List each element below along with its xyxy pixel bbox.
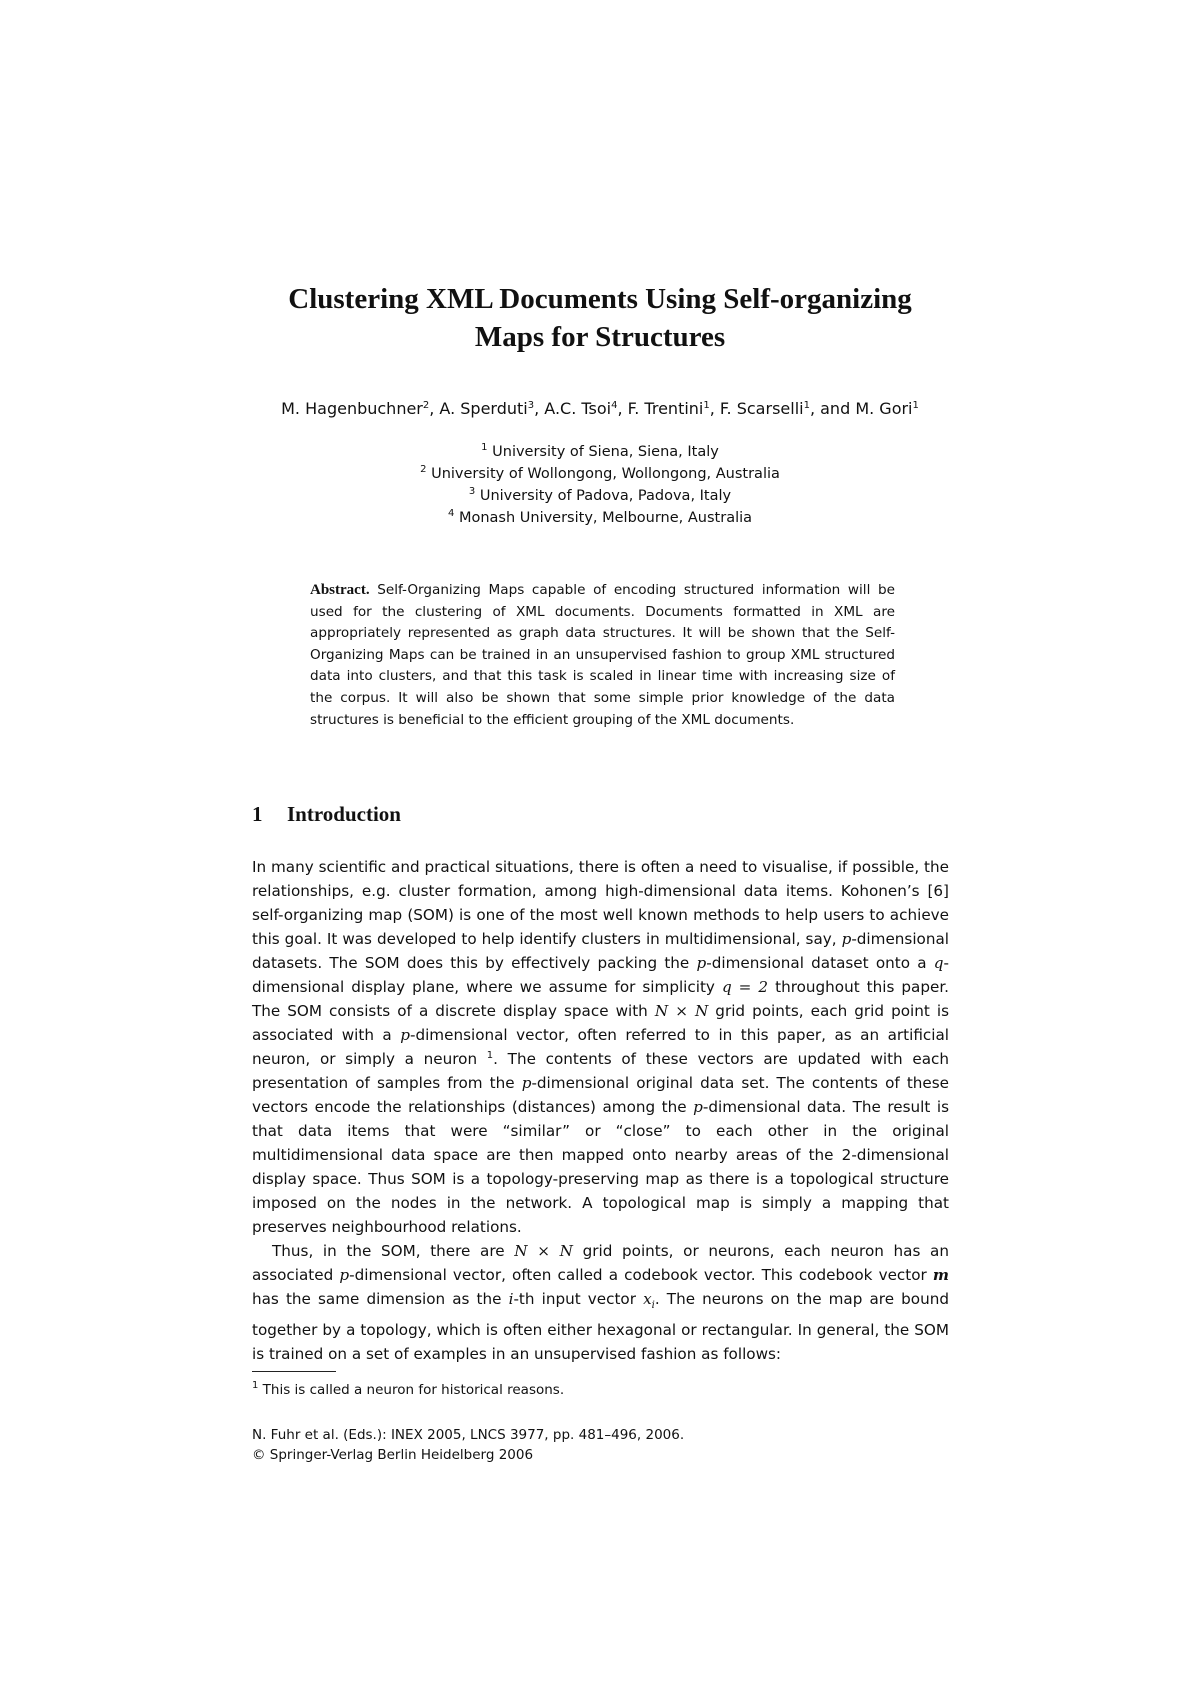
copyright-line: © Springer-Verlag Berlin Heidelberg 2006 (252, 1447, 534, 1463)
author-affiliation-marker: 1 (912, 400, 919, 411)
text-run: has the same dimension as the (252, 1290, 509, 1308)
math-symbol: p (841, 930, 852, 948)
affiliation-text: University of Wollongong, Wollongong, Australia (431, 466, 780, 482)
abstract-label: Abstract. (310, 582, 370, 598)
author-name: A.C. Tsoi (544, 399, 612, 418)
section-title: Introduction (287, 802, 401, 826)
text-run: -dimensional vector, often referred to in this paper, as an artificial neuron, or simply a neuron (252, 1026, 949, 1068)
footnote-text: This is called a neuron for historical reasons. (262, 1382, 565, 1398)
author-separator: , (429, 399, 440, 418)
author-affiliation-marker: 1 (703, 400, 710, 411)
math-symbol: p (521, 1074, 532, 1092)
math-subscript: i (651, 1300, 655, 1312)
text-run: Thus, in the SOM, there are (272, 1242, 515, 1260)
publication-info (252, 1425, 949, 1465)
author-affiliation-marker: 4 (611, 400, 618, 411)
affiliation-number: 2 (420, 464, 427, 475)
math-symbol: p (339, 1266, 350, 1284)
affiliation-list (200, 441, 1000, 529)
author-name: M. Hagenbuchner (281, 399, 423, 418)
affiliation-text: University of Padova, Padova, Italy (479, 488, 732, 504)
affiliation-item (200, 485, 1000, 507)
text-run: -dimensional datasets. The SOM does this by effectively packing the (252, 930, 949, 972)
text-run: -th input vector (513, 1290, 644, 1308)
math-symbol: p (696, 954, 707, 972)
author-name: F. Scarselli (719, 399, 804, 418)
math-symbol: m (932, 1266, 949, 1284)
text-run: . The neurons on the map are bound together by a topology, which is often either hexagonal or rectangular. In general, the SOM is trained on a set of examples in an unsupervised fashion as follows: (252, 1290, 949, 1364)
author-list (200, 398, 1000, 420)
abstract (310, 580, 895, 731)
affiliation-number: 1 (481, 442, 488, 453)
author-separator: , (709, 399, 720, 418)
affiliation-number: 3 (468, 486, 476, 497)
affiliation-item (200, 507, 1000, 529)
math-symbol: p (400, 1026, 410, 1044)
math-symbol: q (933, 954, 944, 972)
title-line-1: Clustering XML Documents Using Self-organizing (288, 283, 912, 315)
author-separator: , (534, 399, 545, 418)
math-symbol: x (643, 1290, 652, 1308)
author-name: F. Trentini (627, 399, 704, 418)
text-run: throughout this paper. The SOM consists of a discrete display space with (252, 978, 950, 1020)
citation-line: N. Fuhr et al. (Eds.): INEX 2005, LNCS 3977, pp. 481–496, 2006. (252, 1427, 685, 1443)
section-heading (252, 800, 401, 828)
footnote-number: 1 (252, 1380, 259, 1391)
paragraph-2 (252, 1239, 949, 1366)
abstract-text: Self-Organizing Maps capable of encoding structured information will be used for the clustering of XML documents. Documents formatted in XML are appropriately represented as graph data structures. It will be shown that the Self-Organizing Maps can be trained in an unsupervised fashion to group XML structured data into clusters, and that this task is scaled in linear time with increasing size of the corpus. It will also be shown that some simple prior knowledge of the data structures is beneficial to the efficient grouping of the XML documents. (310, 582, 895, 728)
text-run: grid points, each grid point is associated with a (252, 1002, 949, 1044)
author-separator: , (617, 399, 628, 418)
math-symbol: N × N (654, 1002, 709, 1020)
paper-title (200, 280, 1000, 356)
footnote-divider (252, 1371, 336, 1372)
author-name: A. Sperduti (439, 399, 528, 418)
text-run: -dimensional data. The result is that data items that were “similar” or “close” to each other in the original multidimensional data space are then mapped onto nearby areas of the 2-dimensional display space. Thus SOM is a topology-preserving map as there is a topological structure imposed on the nodes in the network. A topological map is simply a mapping that preserves neighbourhood relations. (252, 1098, 949, 1236)
text-run: -dimensional original data set. The contents of these vectors encode the relationships (distances) among the (252, 1074, 949, 1116)
text-run: -dimensional display plane, where we assume for simplicity (252, 954, 949, 996)
text-run: -dimensional dataset onto a (706, 954, 934, 972)
text-run: grid points, or neurons, each neuron has an associated (252, 1242, 949, 1284)
author-affiliation-marker: 1 (803, 400, 810, 411)
affiliation-item (200, 463, 1000, 485)
author-separator: , and (809, 399, 856, 418)
body-text (252, 855, 949, 1366)
author-affiliation-marker: 3 (527, 400, 535, 411)
affiliation-item (200, 441, 1000, 463)
affiliation-text: Monash University, Melbourne, Australia (458, 510, 753, 526)
title-line-2: Maps for Structures (474, 321, 726, 353)
affiliation-number: 4 (447, 508, 455, 519)
math-symbol: N × N (514, 1242, 573, 1260)
author-name: M. Gori (855, 399, 913, 418)
footnote-marker: 1 (486, 1050, 494, 1061)
affiliation-text: University of Siena, Siena, Italy (492, 444, 719, 460)
text-run: . The contents of these vectors are updated with each presentation of samples from the (252, 1050, 949, 1092)
paragraph-1 (252, 855, 949, 1239)
footnote (252, 1380, 949, 1400)
text-run: -dimensional vector, often called a codebook vector. This codebook vector (349, 1266, 933, 1284)
math-symbol: q = 2 (721, 978, 769, 996)
author-affiliation-marker: 2 (422, 400, 430, 411)
math-symbol: p (693, 1098, 703, 1116)
text-run: In many scientific and practical situations, there is often a need to visualise, if possible, the relationships, e.g. cluster formation, among high-dimensional data items. Kohonen’s [6] self-organizing map (SOM) is one of the most well known methods to help users to achieve this goal. It was developed to help identify clusters in multidimensional, say, (252, 858, 949, 948)
section-number: 1 (252, 802, 263, 826)
math-symbol: i (508, 1290, 514, 1308)
